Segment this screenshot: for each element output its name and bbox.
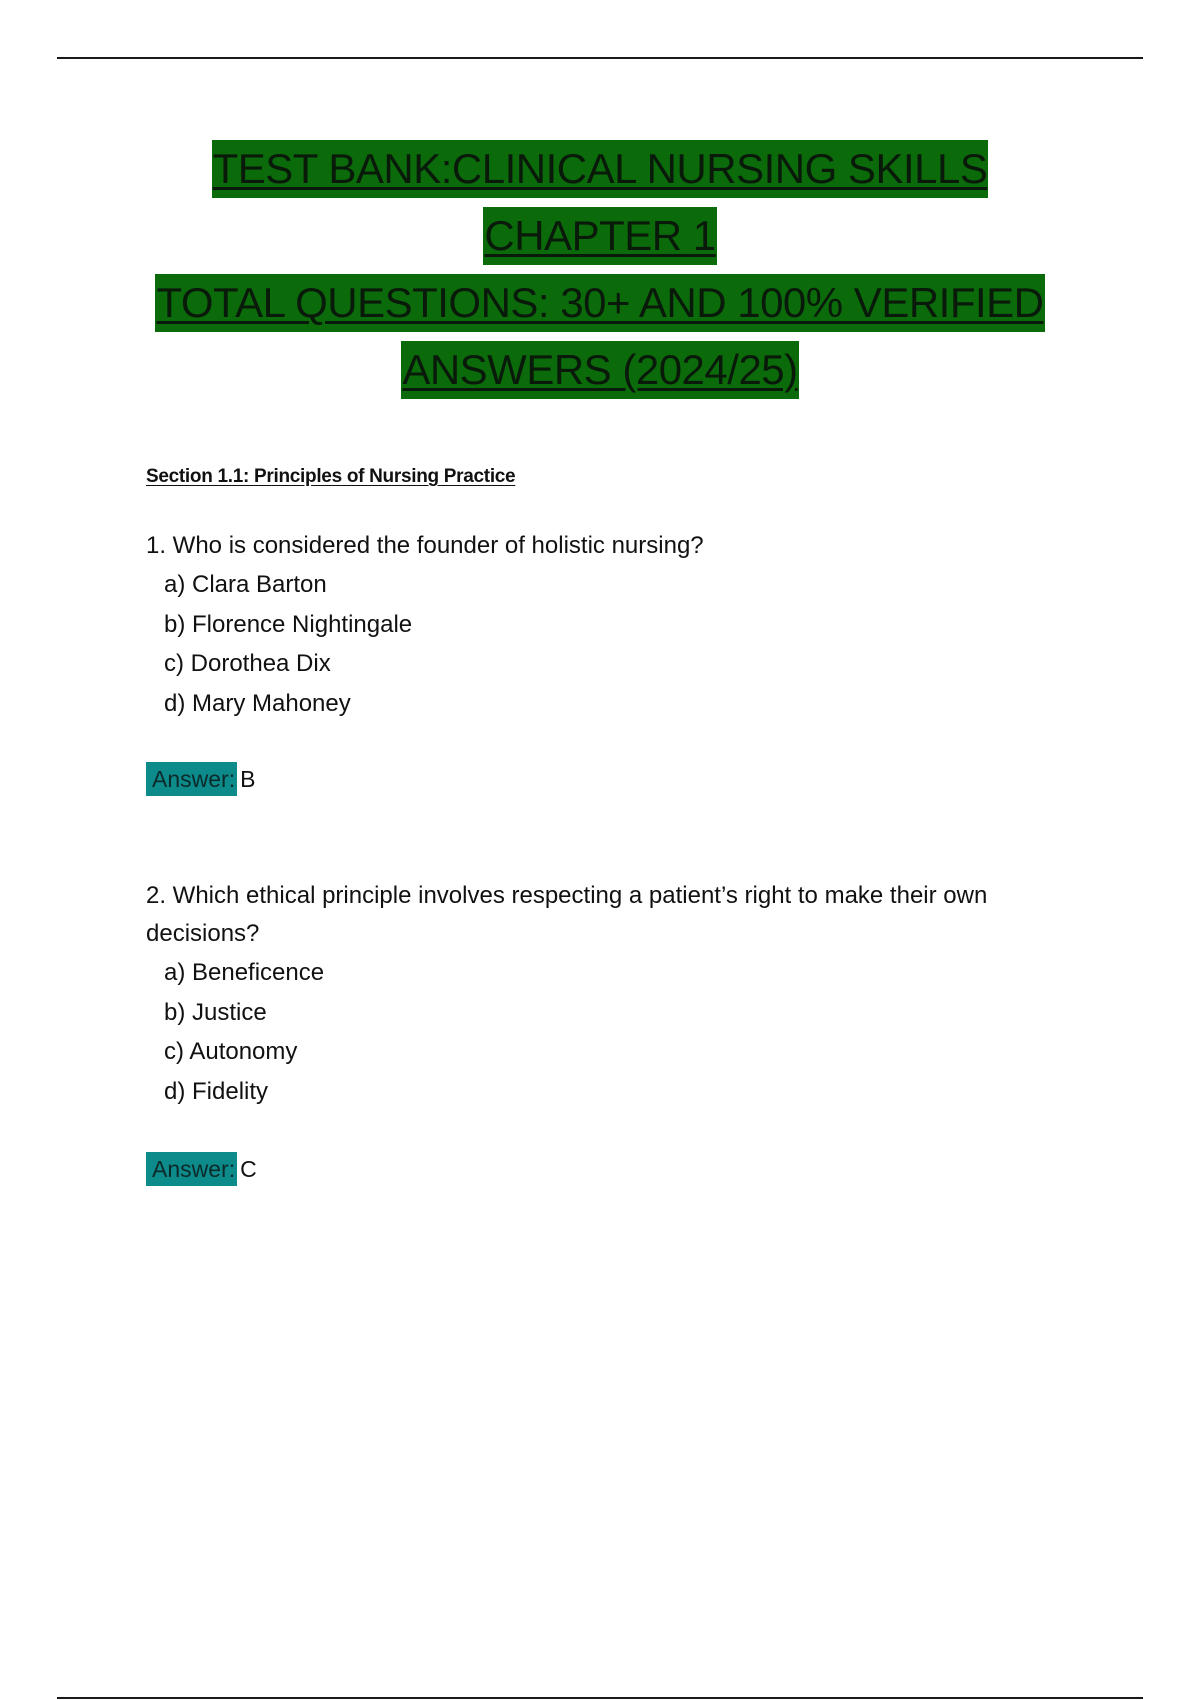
section-heading: Section 1.1: Principles of Nursing Practice [146, 466, 516, 487]
option-list [164, 953, 1076, 1111]
option-c: c) Dorothea Dix [164, 650, 331, 677]
option-a: a) Clara Barton [164, 571, 327, 598]
bottom-rule [57, 1697, 1143, 1699]
top-rule [57, 57, 1143, 59]
answer-value: B [240, 766, 256, 792]
option-a: a) Beneficence [164, 959, 325, 986]
answer-label: Answer: [146, 1152, 237, 1186]
answer-label: Answer: [146, 762, 237, 796]
option-d: d) Fidelity [164, 1077, 269, 1105]
document-title [0, 140, 1200, 408]
question-text: 2. Which ethical principle involves respecting a patient’s right to make their own decisions? [146, 882, 988, 947]
option-c: c) Autonomy [164, 1038, 298, 1065]
option-b: b) Justice [164, 998, 267, 1026]
question-1 [146, 527, 1076, 723]
title-line-3: TOTAL QUESTIONS: 30+ AND 100% VERIFIED [0, 274, 1200, 341]
option-d: d) Mary Mahoney [164, 689, 351, 717]
answer-2 [146, 1152, 257, 1186]
answer-value: C [240, 1156, 257, 1182]
answer-1 [146, 762, 255, 796]
option-list [164, 565, 1076, 723]
title-line-2: CHAPTER 1 [0, 207, 1200, 274]
question-2 [146, 877, 1076, 1111]
title-line-4: ANSWERS (2024/25) [0, 341, 1200, 408]
option-b: b) Florence Nightingale [164, 610, 413, 638]
question-text: 1. Who is considered the founder of holistic nursing? [146, 532, 704, 559]
title-line-1: TEST BANK:CLINICAL NURSING SKILLS [0, 140, 1200, 207]
